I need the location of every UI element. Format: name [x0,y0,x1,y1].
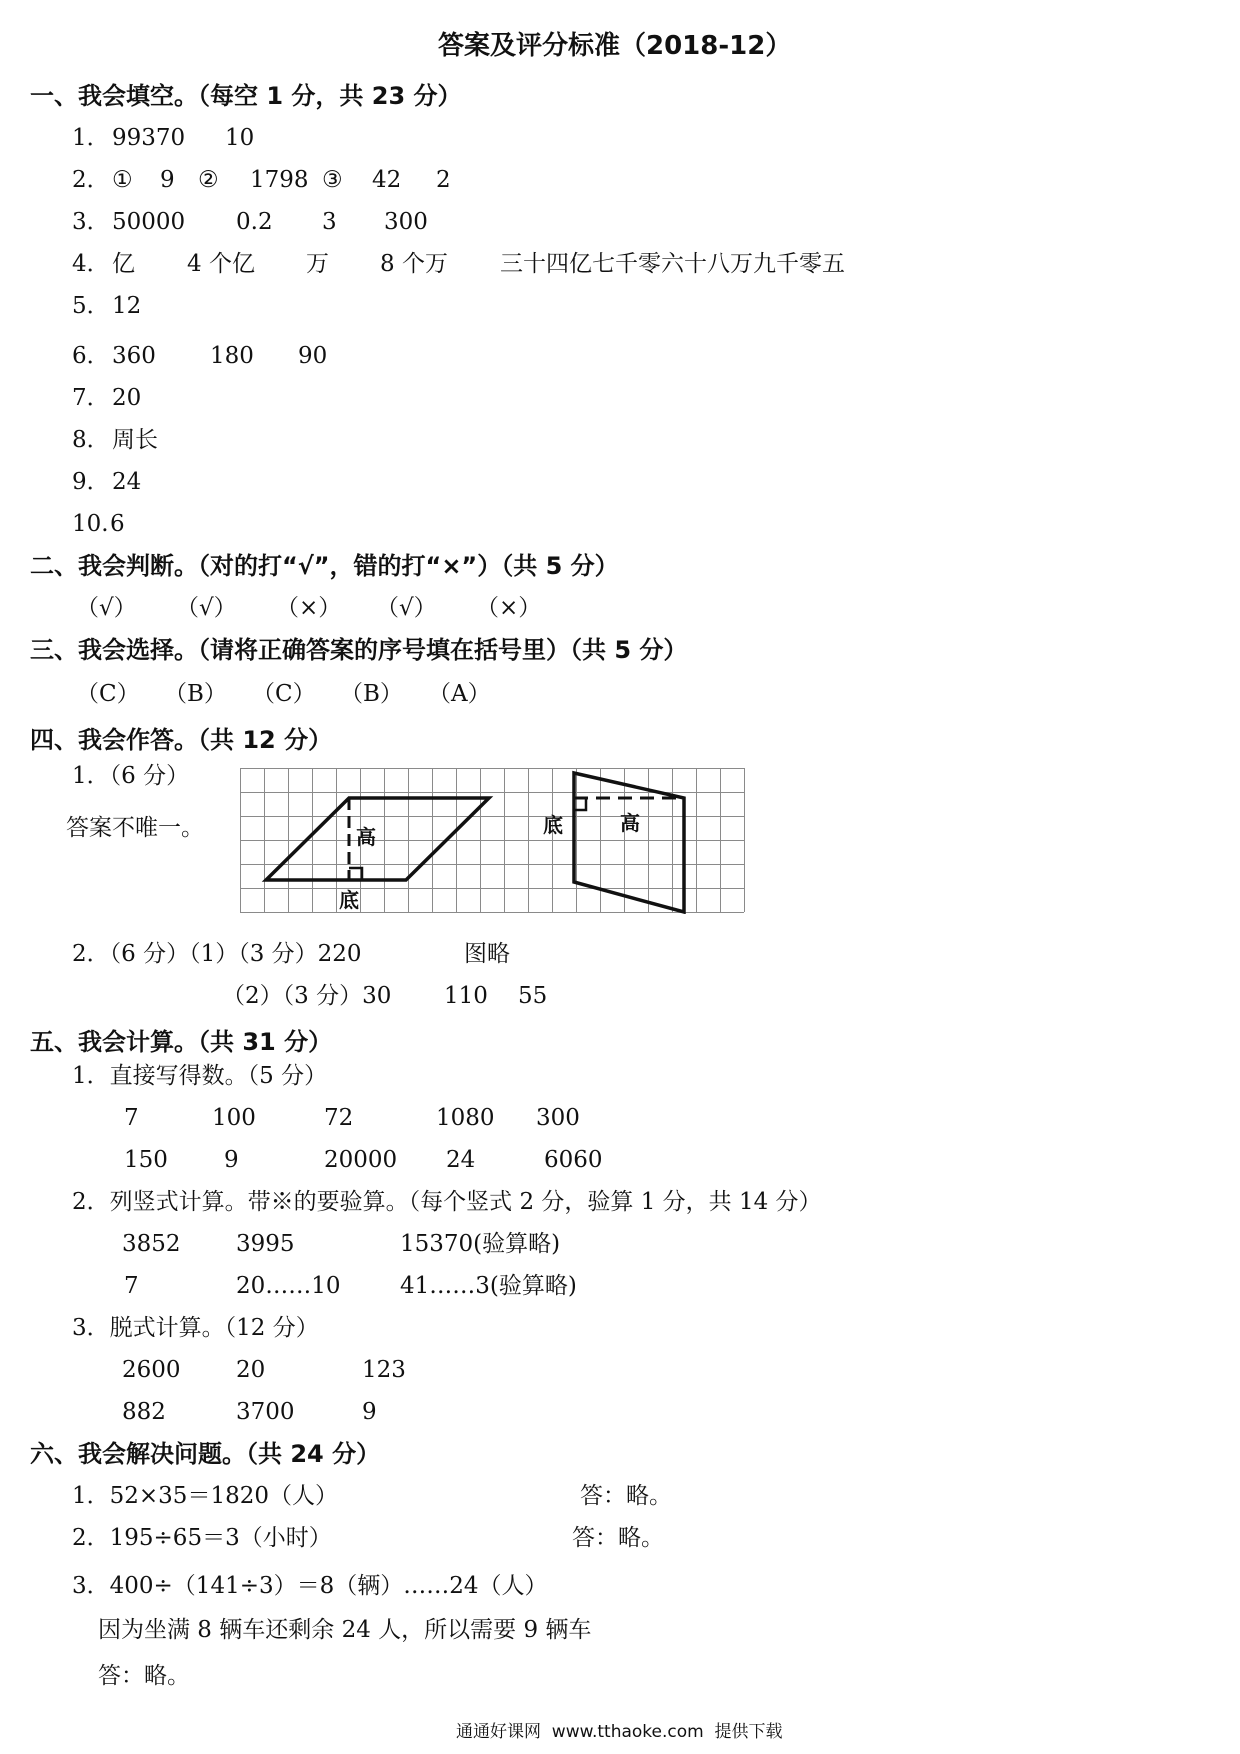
trapezoid-height-label: 高 [620,811,640,835]
s5-q2-r1-c: 15370(验算略) [400,1231,561,1257]
section-6-heading: 六、我会解决问题。（共 24 分） [30,1440,381,1468]
s2-answer-5: （×） [476,595,542,621]
page-title: 答案及评分标准（2018-12） [438,31,792,61]
s6-q3: 3．400÷（141÷3）＝8（辆）……24（人） [72,1573,548,1599]
section-4-heading: 四、我会作答。（共 12 分） [30,726,333,754]
s5-q1-r2-a: 150 [124,1147,168,1173]
s6-q2-answer: 答：略。 [572,1525,664,1551]
s1-q2-a: ① [112,167,133,193]
s1-q6-c: 90 [298,343,328,369]
s5-q1-r2-d: 24 [446,1147,476,1173]
s5-q3-r1-c: 123 [362,1357,406,1383]
s5-q1-r2-e: 6060 [544,1147,603,1173]
s1-q4-d: 8 个万 [380,251,448,277]
s1-q2-c: ② [198,167,219,193]
s4-q2-line2-c: 55 [518,983,548,1009]
section-5-heading: 五、我会计算。（共 31 分） [30,1028,333,1056]
s5-q3-r2-a: 882 [122,1399,166,1425]
s1-q4-num: 4． [72,251,110,277]
s1-q3-b: 0.2 [236,209,273,235]
s1-q2-d: 1798 [250,167,309,193]
s4-q2-figure-note: 图略 [464,941,510,967]
grid-lines [240,768,745,913]
s2-answer-2: （√） [176,595,237,621]
s1-q3-num: 3． [72,209,110,235]
s4-q2-line1: 2．（6 分）（1）（3 分）220 [72,941,362,967]
s2-answer-4: （√） [376,595,437,621]
s1-q7-a: 20 [112,385,142,411]
s5-q2-r2-b: 20……10 [236,1273,341,1299]
s1-q5-num: 5． [72,293,110,319]
s3-answer-5: （A） [428,681,491,707]
s5-q1-r1-d: 1080 [436,1105,495,1131]
s5-q1-r1-b: 100 [212,1105,256,1131]
s1-q5-a: 12 [112,293,142,319]
s5-q3-r2-b: 3700 [236,1399,295,1425]
s1-q3-c: 3 [322,209,337,235]
trapezoid-base-label: 底 [543,813,563,837]
s1-q3-d: 300 [384,209,428,235]
s1-q2-g: 2 [436,167,451,193]
s4-q2-line2-b: 110 [444,983,488,1009]
s3-answer-3: （C） [252,681,316,707]
parallelogram [266,798,489,880]
s1-q8-num: 8． [72,427,110,453]
s5-q2-r1-b: 3995 [236,1231,295,1257]
s1-q9-a: 24 [112,469,142,495]
s6-q1-answer: 答：略。 [580,1483,672,1509]
trapezoid-right-angle [574,798,586,810]
s5-q1-r1-c: 72 [324,1105,354,1131]
s1-q6-num: 6． [72,343,110,369]
s5-q2-r2-a: 7 [124,1273,139,1299]
s5-q1-r1-e: 300 [536,1105,580,1131]
s4-q1-label: 1．（6 分） [72,763,190,789]
s1-q1-num: 1． [72,125,110,151]
footer-watermark: 通通好课网 www.tthaoke.com 提供下载 [456,1722,783,1742]
s3-answer-2: （B） [164,681,227,707]
s1-q10-num: 10. [72,511,109,537]
s5-q1-r2-c: 20000 [324,1147,398,1173]
grid-diagram [240,768,746,914]
s5-q3-r1-a: 2600 [122,1357,181,1383]
s1-q2-b: 9 [160,167,175,193]
section-3-heading: 三、我会选择。（请将正确答案的序号填在括号里）（共 5 分） [30,636,688,664]
s5-q2-r1-a: 3852 [122,1231,181,1257]
s6-q1: 1．52×35＝1820（人） [72,1483,338,1509]
s1-q2-e: ③ [322,167,343,193]
s2-answer-3: （×） [276,595,342,621]
s1-q4-b: 4 个亿 [187,251,255,277]
s3-answer-4: （B） [340,681,403,707]
s5-q3-r2-c: 9 [362,1399,377,1425]
s1-q4-c: 万 [306,251,329,277]
parallelogram-base-label: 底 [339,888,359,912]
s1-q10-a: 6 [110,511,125,537]
s2-answer-1: （√） [76,595,137,621]
s1-q9-num: 9． [72,469,110,495]
s4-q1-note: 答案不唯一。 [66,815,204,841]
s1-q7-num: 7． [72,385,110,411]
s6-q2: 2．195÷65＝3（小时） [72,1525,332,1551]
s5-q1-label: 1．直接写得数。（5 分） [72,1063,328,1089]
s6-q3-reason: 因为坐满 8 辆车还剩余 24 人，所以需要 9 辆车 [98,1617,592,1643]
parallelogram-height-label: 高 [356,825,376,849]
s5-q1-r1-a: 7 [124,1105,139,1131]
s1-q4-e: 三十四亿七千零六十八万九千零五 [500,251,845,277]
s1-q2-num: 2． [72,167,110,193]
trapezoid [574,773,684,912]
s5-q3-label: 3．脱式计算。（12 分） [72,1315,319,1341]
s5-q2-r2-c: 41……3(验算略) [400,1273,577,1299]
s6-q3-answer: 答：略。 [98,1663,190,1689]
s3-answer-1: （C） [76,681,140,707]
s5-q1-r2-b: 9 [224,1147,239,1173]
section-2-heading: 二、我会判断。（对的打“√”，错的打“×”）（共 5 分） [30,552,619,580]
s5-q3-r1-b: 20 [236,1357,266,1383]
s1-q3-a: 50000 [112,209,186,235]
s1-q6-a: 360 [112,343,156,369]
s1-q1-b: 10 [225,125,255,151]
s4-q2-line2-a: （2）（3 分）30 [222,983,392,1009]
s1-q2-f: 42 [372,167,402,193]
s1-q6-b: 180 [210,343,254,369]
s5-q2-label: 2．列竖式计算。带※的要验算。（每个竖式 2 分，验算 1 分，共 14 分） [72,1189,822,1215]
s1-q8-a: 周长 [112,427,158,453]
section-1-heading: 一、我会填空。（每空 1 分，共 23 分） [30,82,462,110]
s1-q1-a: 99370 [112,125,186,151]
s1-q4-a: 亿 [112,251,135,277]
